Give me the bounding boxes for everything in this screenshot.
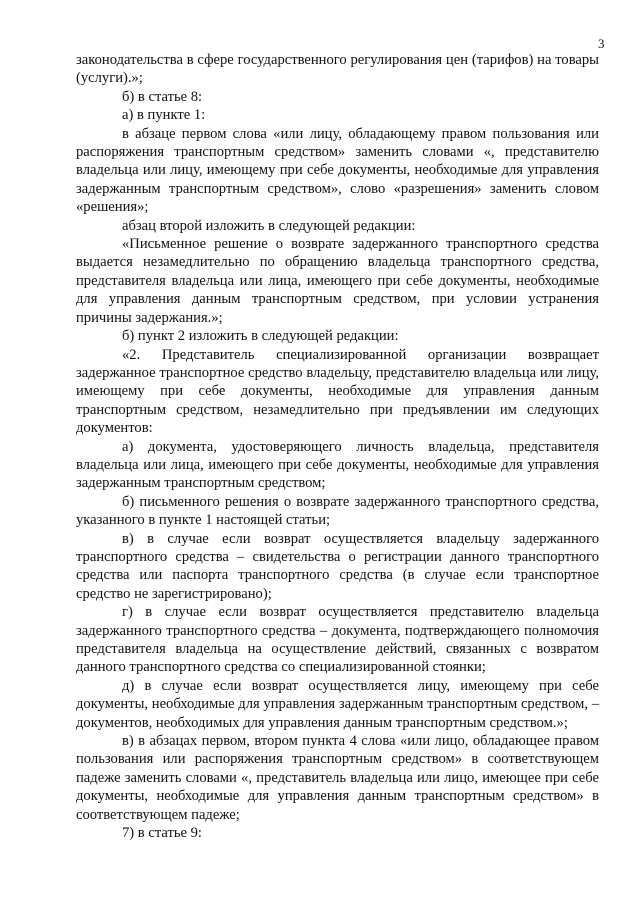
page-number: 3 [598,36,605,51]
paragraph: абзац второй изложить в следующей редакции: [122,217,416,234]
paragraph: б) пункт 2 изложить в следующей редакции: [122,328,399,345]
paragraph: г) в случае если возврат осуществляется представителю владельца задержанного транспортного средства – документа, подтверждающего полномочия представителя владельца на осуществление действий, связанных с возвратом данного транспортного средства со специализированной стоянки; [76,604,599,676]
paragraph: а) в пункте 1: [122,107,206,124]
paragraph: в абзаце первом слова «или лицу, обладающему правом пользования или распоряжения транспортным средством» заменить словами «, представителю владельца или лицу, имеющему при себе документы, необходимые для управления задержанным транспортным средством», слово «разрешения» заменить словом «решения»; [76,125,599,216]
paragraph: законодательства в сфере государственного регулирования цен (тарифов) на товары (услуги).»; [76,52,599,87]
paragraph: «2. Представитель специализированной организации возвращает задержанное транспортное средство владельцу, представителю владельца или лицу, имеющему при себе документы, необходимые для управления данным транспортным средством, незамедлительно при предъявлении им следующих документов: [76,346,599,437]
document-body [76,51,599,842]
paragraph: б) в статье 8: [122,88,203,105]
paragraph: д) в случае если возврат осуществляется лицу, имеющему при себе документы, необходимые для управления задержанным транспортным средством, – документов, необходимых для управления данным транспортным средством.»; [76,677,599,731]
paragraph: «Письменное решение о возврате задержанного транспортного средства выдается незамедлительно по обращению владельца транспортного средства, представителя владельца или лица, имеющего при себе документы, необходимые для управления данным транспортным средством, при условии устранения причины задержания.»; [76,236,599,326]
paragraph: а) документа, удостоверяющего личность владельца, представителя владельца или лица, имеющего при себе документы, необходимые для управления задержанным транспортным средством; [76,438,599,492]
paragraph: 7) в статье 9: [122,825,202,842]
paragraph: в) в абзацах первом, втором пункта 4 слова «или лицо, обладающее правом пользования или распоряжения транспортным средством» в соответствующем падеже заменить словами «, представитель владельца или лицо, имеющее при себе документы, необходимые для управления данным транспортным средством» в соответствующем падеже; [76,733,599,823]
paragraph: б) письменного решения о возврате задержанного транспортного средства, указанного в пункте 1 настоящей статьи; [76,493,599,529]
paragraph: в) в случае если возврат осуществляется владельцу задержанного транспортного средства – свидетельства о регистрации данного транспортного средства или паспорта транспортного средства (в случае если транспортное средство не зарегистрировано); [76,530,599,602]
